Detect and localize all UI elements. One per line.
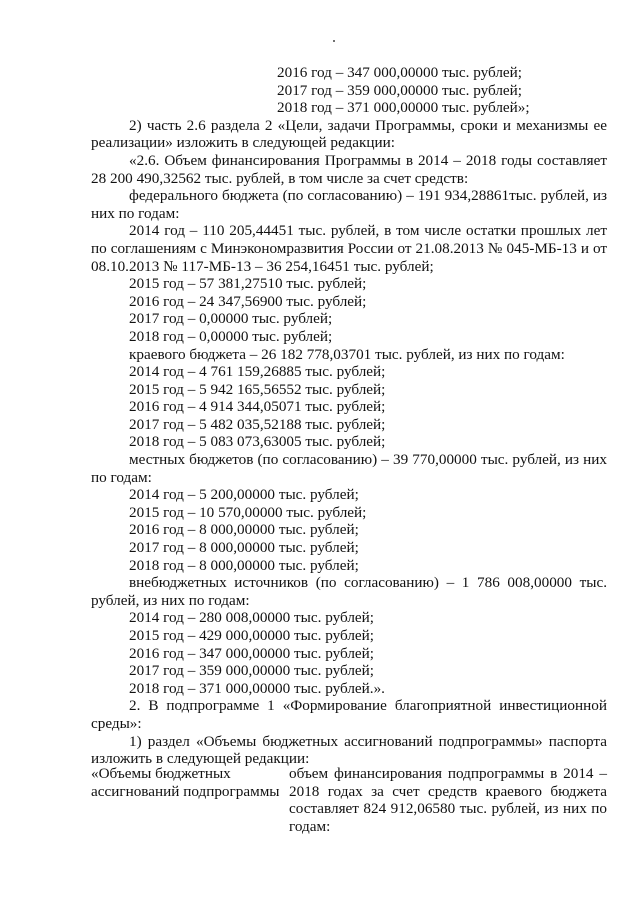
federal-2014-line: 2014 год – 110 205,44451 тыс. рублей, в том числе остатки прошлых лет по соглашениям с Минэкономразвития России от 21.08.2013 № 045-МБ-13 и от 08.10.2013 № 117-МБ-13 – 36 254,16451 тыс. рублей;	[91, 222, 607, 275]
passport-section-paragraph: 1) раздел «Объемы бюджетных ассигнований подпрограммы» паспорта изложить в следующей редакции:	[91, 732, 607, 768]
federal-budget-header: федерального бюджета (по согласованию) – 191 934,28861тыс. рублей, из них по годам:	[91, 187, 607, 222]
scan-dot	[333, 40, 335, 42]
federal-year-line: 2016 год – 24 347,56900 тыс. рублей;	[129, 292, 367, 310]
local-year-line: 2014 год – 5 200,00000 тыс. рублей;	[129, 486, 359, 504]
offbudget-year-line: 2015 год – 429 000,00000 тыс. рублей;	[129, 627, 374, 644]
regional-year-line: 2017 год – 5 482 035,52188 тыс. рублей;	[129, 415, 386, 433]
regional-year-line: 2015 год – 5 942 165,56552 тыс. рублей;	[129, 380, 386, 398]
section-2-6-quote: «2.6. Объем финансирования Программы в 2014 – 2018 годы составляет 28 200 490,32562 тыс. рублей, в том числе за счет средств:	[91, 151, 607, 187]
offbudget-year-line: 2018 год – 371 000,00000 тыс. рублей.».	[129, 679, 385, 697]
passport-table-right-cell: объем финансирования подпрограммы в 2014 – 2018 годах за счет средств краевого бюджета составляет 824 912,06580 тыс. рублей, из них по годам:	[289, 765, 607, 835]
local-budget-header: местных бюджетов (по согласованию) – 39 770,00000 тыс. рублей, из них по годам:	[91, 451, 607, 486]
local-year-line: 2018 год – 8 000,00000 тыс. рублей;	[129, 556, 359, 574]
regional-year-line: 2014 год – 4 761 159,26885 тыс. рублей;	[129, 363, 386, 381]
top-year-line: 2016 год – 347 000,00000 тыс. рублей;	[277, 64, 522, 81]
offbudget-header: внебюджетных источников (по согласованию) – 1 786 008,00000 тыс. рублей, из них по годам:	[91, 574, 607, 609]
item-2-paragraph: 2) часть 2.6 раздела 2 «Цели, задачи Программы, сроки и механизмы ее реализации» изложить в следующей редакции:	[91, 116, 607, 152]
subprogram-1-paragraph: 2. В подпрограмме 1 «Формирование благоприятной инвестиционной среды»:	[91, 697, 607, 732]
federal-year-line: 2015 год – 57 381,27510 тыс. рублей;	[129, 275, 367, 293]
local-year-line: 2017 год – 8 000,00000 тыс. рублей;	[129, 539, 359, 557]
local-year-line: 2016 год – 8 000,00000 тыс. рублей;	[129, 521, 359, 539]
regional-budget-header: краевого бюджета – 26 182 778,03701 тыс. рублей, из них по годам:	[129, 345, 565, 363]
regional-year-line: 2018 год – 5 083 073,63005 тыс. рублей;	[129, 433, 386, 451]
offbudget-year-line: 2016 год – 347 000,00000 тыс. рублей;	[129, 644, 374, 662]
regional-year-line: 2016 год – 4 914 344,05071 тыс. рублей;	[129, 398, 386, 416]
federal-year-line: 2017 год – 0,00000 тыс. рублей;	[129, 310, 333, 328]
offbudget-year-line: 2017 год – 359 000,00000 тыс. рублей;	[129, 662, 374, 680]
top-year-line: 2018 год – 371 000,00000 тыс. рублей»;	[277, 99, 530, 117]
top-year-line: 2017 год – 359 000,00000 тыс. рублей;	[277, 81, 522, 99]
offbudget-year-line: 2014 год – 280 008,00000 тыс. рублей;	[129, 609, 374, 627]
passport-table-left-cell: «Объемы бюджетных ассигнований подпрограммы	[91, 765, 280, 800]
local-year-line: 2015 год – 10 570,00000 тыс. рублей;	[129, 503, 367, 521]
document-body	[91, 64, 607, 768]
federal-year-line: 2018 год – 0,00000 тыс. рублей;	[129, 327, 333, 345]
